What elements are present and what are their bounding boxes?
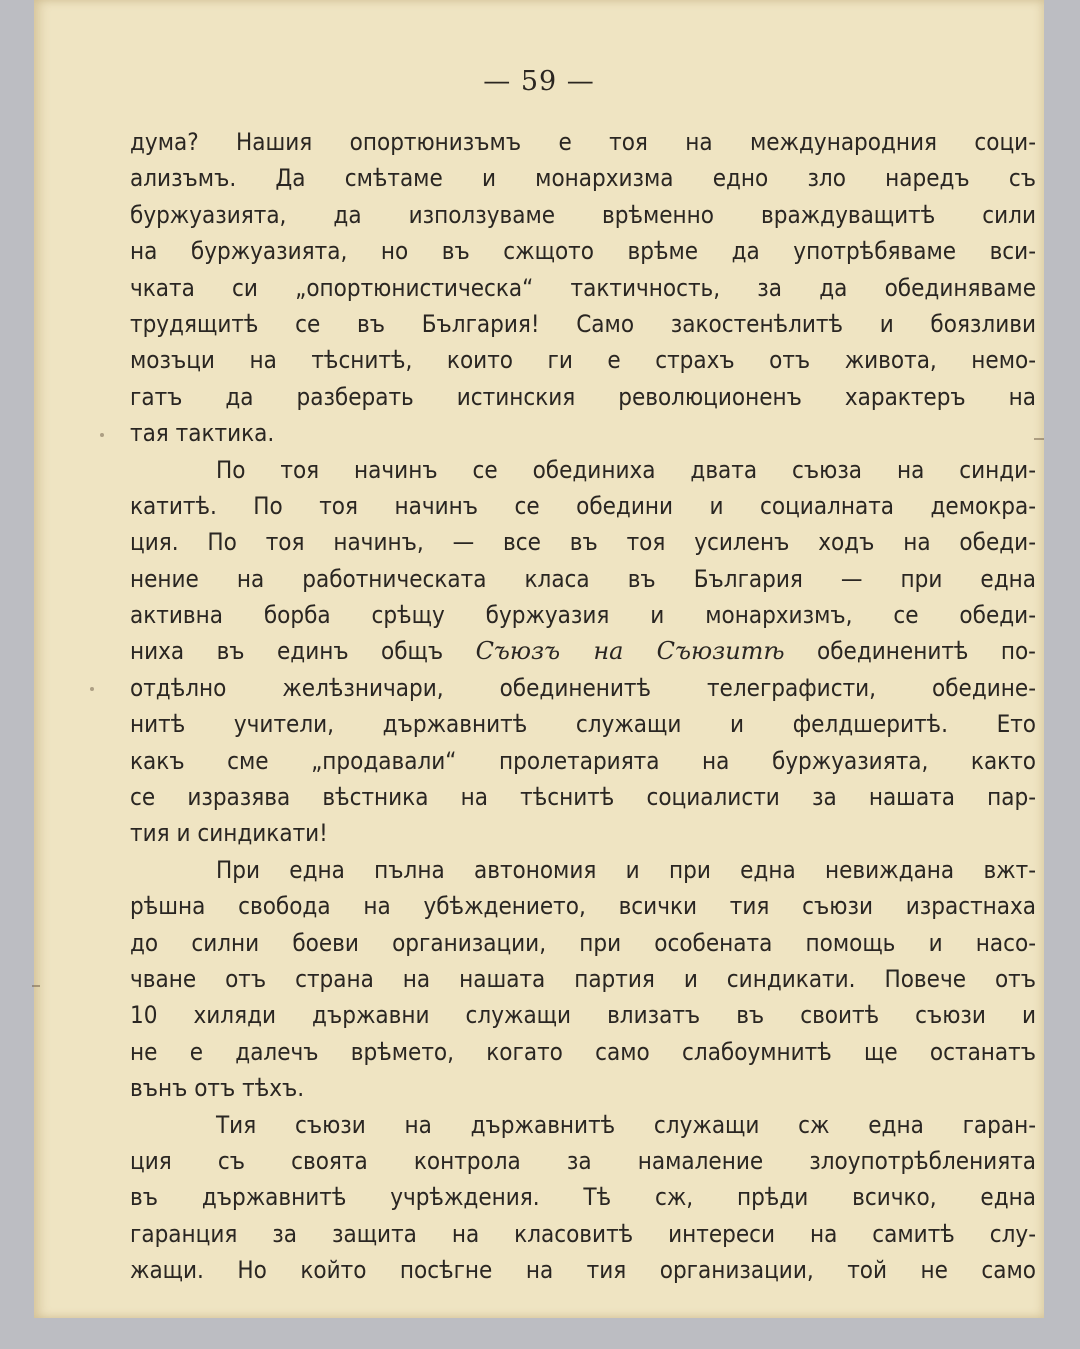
text-line: активна борба срѣщу буржуазия и монархизмъ, се обеди-: [130, 601, 1036, 630]
text-line: въ държавнитѣ учрѣждения. Тѣ сж, прѣди всичко, една: [130, 1183, 1036, 1212]
text-line: на буржуазията, но въ сжщото врѣме да употрѣбяваме вси-: [130, 237, 1036, 266]
text-line: тия и синдикати!: [130, 819, 328, 848]
text-line: При една пълна автономия и при една невиждана вжт-: [216, 855, 1036, 884]
margin-mark: [100, 433, 104, 437]
margin-mark: [1034, 438, 1044, 440]
book-page: [34, 0, 1044, 1318]
text-line: ция съ своята контрола за намаление злоупотрѣбленията: [130, 1146, 1036, 1175]
text-line: катитѣ. По тоя начинъ се обедини и социалната демокра-: [130, 491, 1036, 520]
text-line: тая тактика.: [130, 419, 275, 448]
text-line: гатъ да разберать истинския революционенъ характеръ на: [130, 382, 1036, 411]
paragraph-4: [130, 1107, 1036, 1289]
italic-title: Съюзъ на Съюзитѣ: [475, 637, 785, 666]
text-line: гаранция за защита на класовитѣ интереси на самитѣ слу-: [130, 1219, 1036, 1248]
text-line: буржуазията, да използуваме врѣменно враждуващитѣ сили: [130, 200, 1036, 229]
text-line: нитѣ учители, държавнитѣ служащи и фелдшеритѣ. Ето: [130, 710, 1036, 739]
text-line: вънъ отъ тѣхъ.: [130, 1074, 305, 1103]
text-line: 10 хиляди държавни служащи влизатъ въ своитѣ съюзи и: [130, 1001, 1036, 1030]
text-line: чката си „опортюнистическа“ тактичность, за да обединяваме: [130, 273, 1036, 302]
page-number: — 59 —: [483, 66, 595, 97]
text-line: По тоя начинъ се обединиха двата съюза на синди-: [216, 455, 1036, 484]
text-line: рѣшна свобода на убѣждението, всички тия съюзи израстнаха: [130, 892, 1036, 921]
text-line: Тия съюзи на държавнитѣ служащи сж една гаран-: [216, 1110, 1036, 1139]
text-line: дума? Нашия опортюнизъмъ е тоя на международния соци-: [130, 128, 1036, 156]
text-line: трудящитѣ се въ България! Само закостенѣлитѣ и боязливи: [130, 309, 1036, 338]
text-line: ализъмъ. Да смѣтаме и монархизма едно зло наредъ съ: [130, 164, 1036, 193]
text-line: жащи. Но който посѣгне на тия организации, той не само: [130, 1256, 1036, 1285]
text-line: какъ сме „продавали“ пролетарията на буржуазията, както: [130, 746, 1036, 775]
text-line: се изразява вѣстника на тѣснитѣ социалисти за нашата пар-: [130, 783, 1036, 812]
text-line: чване отъ страна на нашата партия и синдикати. Повече отъ: [130, 964, 1036, 993]
text-line: нение на работническата класа въ България — при една: [130, 564, 1036, 593]
margin-mark: [32, 985, 40, 987]
text-line: отдѣлно желѣзничари, обединенитѣ телеграфисти, обедине-: [130, 673, 1036, 702]
text-line: не е далечъ врѣмето, когато само слабоумнитѣ ще останатъ: [130, 1037, 1036, 1066]
paragraph-1: [130, 124, 1036, 452]
text-line: мозъци на тѣснитѣ, които ги е страхъ отъ живота, немо-: [130, 346, 1036, 375]
paragraph-3: [130, 852, 1036, 1107]
text-line: ция. По тоя начинъ, — все въ тоя усиленъ ходъ на обеди-: [130, 528, 1036, 557]
paragraph-2: [130, 452, 1036, 852]
text-line-with-italic: ниха въ единъ общъ Съюзъ на Съюзитѣ обединенитѣ по-: [130, 637, 1036, 666]
page-text: [130, 124, 1036, 1289]
margin-mark: [90, 687, 94, 691]
text-line: до силни боеви организации, при особената помощь и насо-: [130, 928, 1036, 957]
